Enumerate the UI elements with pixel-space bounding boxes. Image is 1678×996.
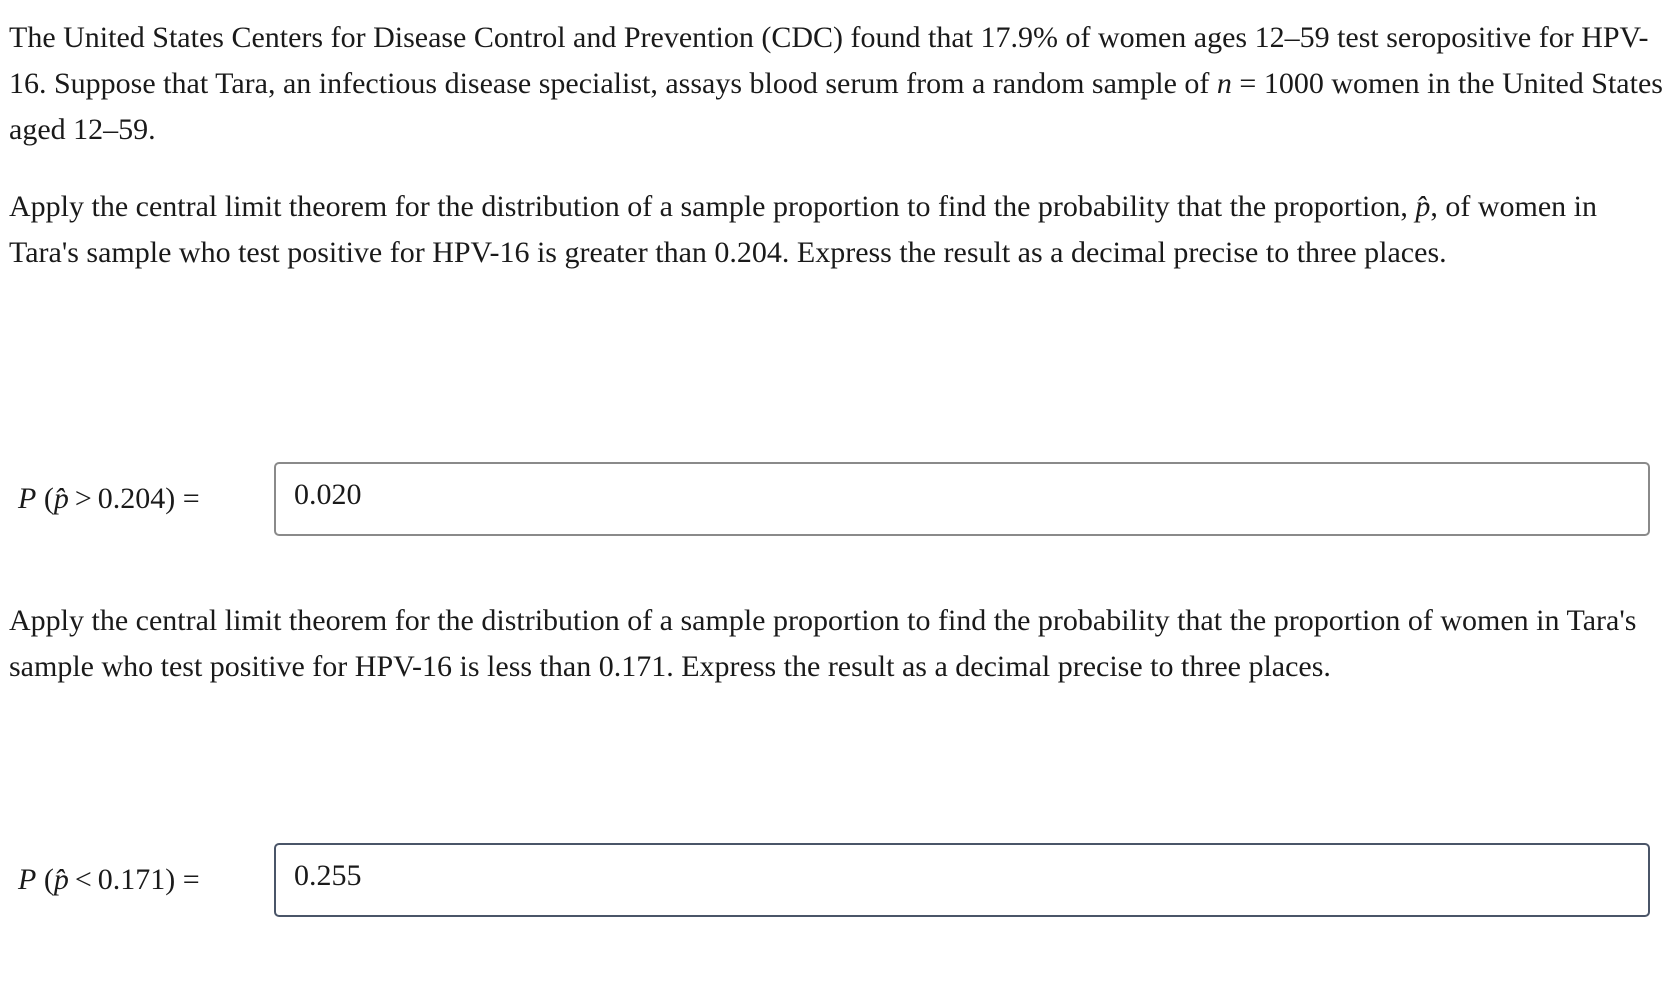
answer-1-label: [18, 462, 200, 536]
answer-2-label-phat: p̂: [53, 863, 69, 896]
answer-1-label-open: (: [36, 482, 54, 515]
question-2-prompt: Apply the central limit theorem for the distribution of a sample proportion to find the probability that the proportion of women in Tara's sample who test positive for HPV-16 is less than 0.171. Express the result as a decimal precise to three places.: [9, 604, 1637, 683]
question-1-prompt: [9, 184, 1669, 276]
answer-1-label-p: P: [18, 482, 37, 515]
answer-2-label-p: P: [18, 863, 37, 896]
answer-1-label-operator: >: [74, 482, 92, 515]
answer-2-input[interactable]: [274, 843, 1650, 917]
intro-text-part1: The United States Centers for Disease Control and Prevention (CDC) found that 17.9% of women ages 12–59 test seropositive for HPV-16. Suppose that Tara, an infectious disease specialist, assays blood serum from a random sample of: [9, 21, 1649, 100]
answer-row-1: [0, 462, 1678, 536]
problem-intro: [9, 15, 1669, 153]
answer-2-label-rest: 0.171) =: [97, 863, 200, 896]
answer-1-label-phat: p̂: [53, 482, 69, 515]
answer-2-label-operator: <: [74, 863, 92, 896]
answer-2-label-open: (: [36, 863, 54, 896]
answer-1-input[interactable]: [274, 462, 1650, 536]
answer-1-label-rest: 0.204) =: [97, 482, 200, 515]
variable-p-hat: p̂: [1415, 190, 1431, 223]
answer-2-label: [18, 843, 200, 917]
answer-row-2: [0, 843, 1678, 917]
intro-text-part2: = 1000 women in the United States aged 12–59.: [9, 67, 1663, 146]
question-1-text-part2: , of women in Tara's sample who test positive for HPV-16 is greater than 0.204. Express the result as a decimal precise to three places.: [9, 190, 1598, 269]
variable-n: n: [1216, 67, 1232, 100]
question-1-text-part1: Apply the central limit theorem for the distribution of a sample proportion to find the probability that the proportion,: [9, 190, 1416, 223]
